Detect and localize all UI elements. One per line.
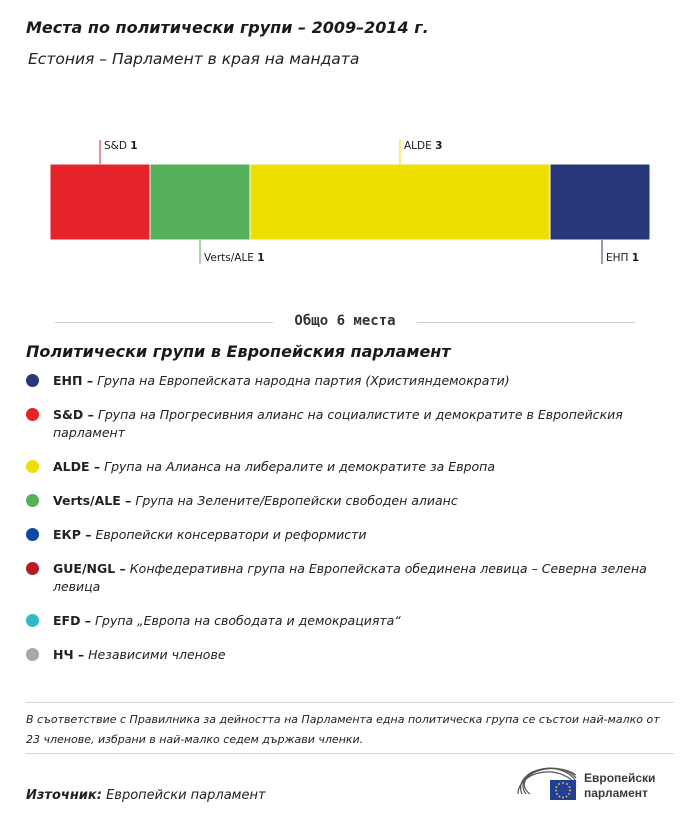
data-label-verts-ale: Verts/ALE 1	[204, 252, 265, 264]
legend-abbr: НЧ –	[53, 647, 85, 662]
bar-segment-alde	[250, 164, 550, 240]
legend-dot	[26, 614, 39, 627]
legend-abbr: ЕНП –	[53, 373, 94, 388]
bar-segment-енп	[550, 164, 650, 240]
legend-abbr: ЕКР –	[53, 527, 92, 542]
parliament-hemicycle-icon	[514, 764, 580, 804]
source-line	[26, 788, 266, 803]
total-seats-row	[55, 312, 635, 332]
legend-desc: Група на Алианса на либералите и демократите за Европа	[104, 459, 495, 474]
legend-dot	[26, 648, 39, 661]
legend-abbr: EFD –	[53, 613, 92, 628]
logo-line-2: парламент	[584, 786, 648, 800]
legend-desc: Група на Европейската народна партия (Християндемократи)	[97, 373, 510, 388]
legend-dot	[26, 528, 39, 541]
legend-desc: Независими членове	[88, 647, 226, 662]
legend-dot	[26, 408, 39, 421]
legend-title: Политически групи в Европейския парламент	[26, 342, 451, 361]
legend-dot	[26, 460, 39, 473]
legend-abbr: S&D –	[53, 407, 94, 422]
chart-title: Места по политически групи – 2009–2014 г.	[26, 18, 429, 37]
total-divider-right	[417, 322, 635, 323]
european-parliament-logo	[514, 764, 684, 804]
bar-segment-s-d	[50, 164, 150, 240]
legend-abbr: Verts/ALE –	[53, 493, 132, 508]
legend-abbr: ALDE –	[53, 459, 101, 474]
legend-desc: Конфедеративна група на Европейската обединена левица – Северна зелена левица	[53, 561, 647, 594]
legend-dot	[26, 494, 39, 507]
total-seats-label: Общо 6 места	[294, 313, 396, 329]
footnote: В съответствие с Правилника за дейността на Парламента една политическа група се състои най-малко от 23 членове, избрани в най-малко седем държави членки.	[26, 713, 660, 746]
legend-dot	[26, 562, 39, 575]
footnote-divider-bottom	[26, 753, 674, 754]
legend-desc: Европейски консерватори и реформисти	[95, 527, 367, 542]
seat-bar-chart	[0, 120, 700, 280]
source-label: Източник:	[26, 788, 102, 803]
legend-dot	[26, 374, 39, 387]
data-label-s-d: S&D 1	[104, 140, 138, 152]
legend-desc: Група на Прогресивния алианс на социалистите и демократите в Европейския парламент	[53, 407, 623, 440]
data-label-енп: ЕНП 1	[606, 252, 640, 264]
source-value: Европейски парламент	[106, 788, 266, 803]
legend-desc: Група на Зелените/Европейски свободен алианс	[135, 493, 458, 508]
logo-line-1: Европейски	[584, 771, 656, 785]
chart-subtitle: Естония – Парламент в края на мандата	[28, 50, 360, 68]
bar-segment-verts-ale	[150, 164, 250, 240]
data-label-alde: ALDE 3	[404, 140, 443, 152]
legend-desc: Група „Европа на свободата и демокрацията“	[95, 613, 401, 628]
legend-abbr: GUE/NGL –	[53, 561, 126, 576]
footnote-divider-top	[26, 702, 674, 703]
